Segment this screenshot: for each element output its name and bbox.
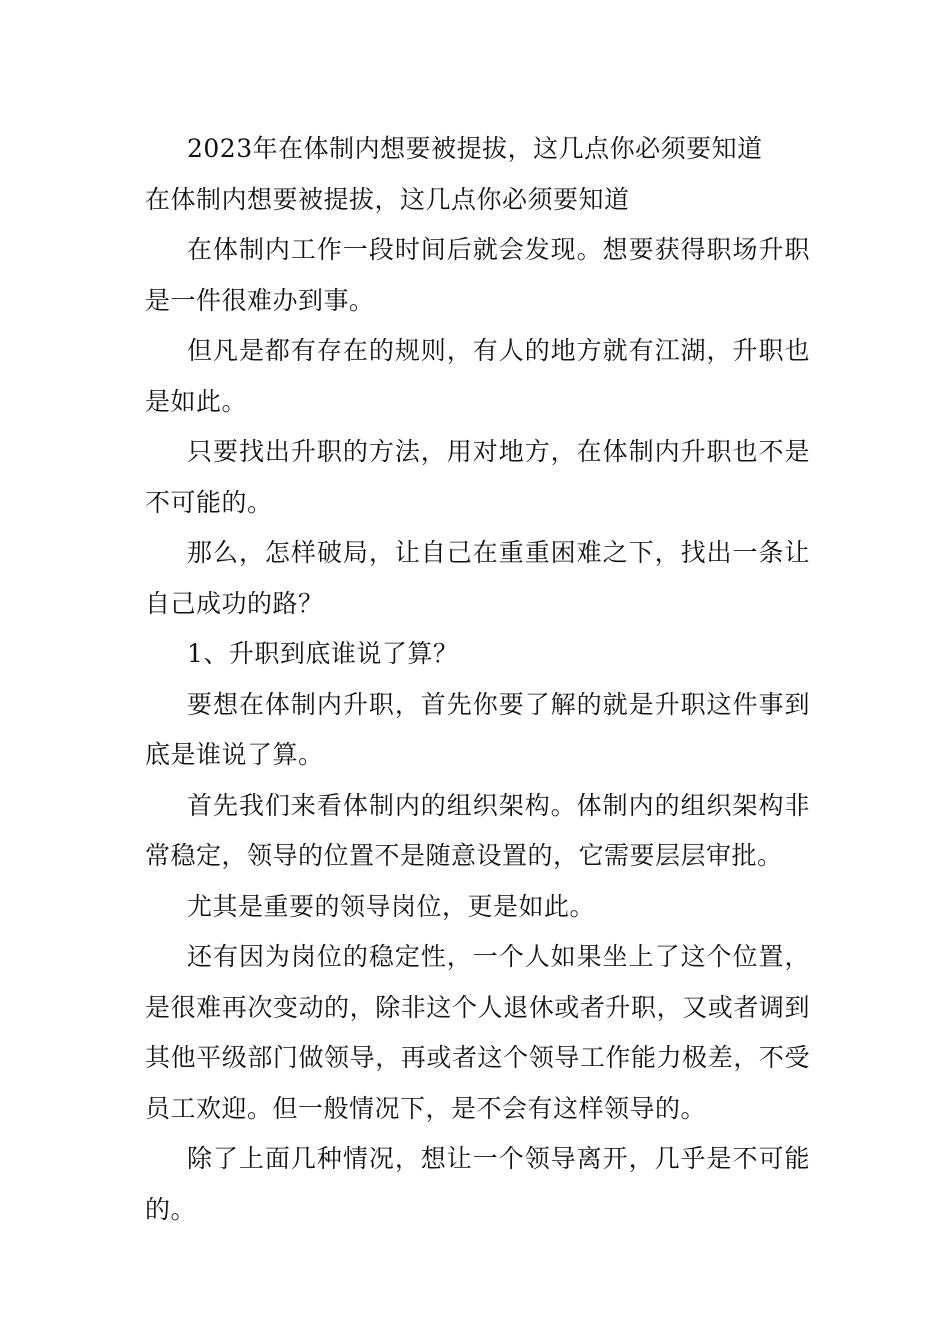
document-title: 2023年在体制内想要被提拔，这几点你必须要知道 [187, 134, 763, 163]
section-heading: 1、升职到底谁说了算？ [187, 639, 459, 668]
paragraph: 在体制内工作一段时间后就会发现。想要获得职场升职是一件很难办到事。 [145, 235, 810, 315]
paragraph: 要想在体制内升职，首先你要了解的就是升职这件事到底是谁说了算。 [145, 689, 810, 769]
paragraph: 但凡是都有存在的规则，有人的地方就有江湖，升职也是如此。 [145, 336, 810, 416]
document-body [145, 124, 810, 1235]
paragraph: 首先我们来看体制内的组织架构。体制内的组织架构非常稳定，领导的位置不是随意设置的，它需要层层审批。 [145, 790, 810, 870]
paragraph: 只要找出升职的方法，用对地方，在体制内升职也不是不可能的。 [145, 437, 810, 517]
paragraph: 还有因为岗位的稳定性，一个人如果坐上了这个位置，是很难再次变动的，除非这个人退休或者升职，又或者调到其他平级部门做领导，再或者这个领导工作能力极差，不受员工欢迎。但一般情况下，是不会有这样领导的。 [145, 942, 810, 1123]
document-subtitle: 在体制内想要被提拔，这几点你必须要知道 [145, 184, 630, 214]
paragraph: 尤其是重要的领导岗位，更是如此。 [187, 891, 596, 921]
paragraph: 那么，怎样破局，让自己在重重困难之下，找出一条让自己成功的路？ [145, 538, 810, 618]
paragraph: 除了上面几种情况，想让一个领导离开，几乎是不可能的。 [145, 1144, 810, 1224]
